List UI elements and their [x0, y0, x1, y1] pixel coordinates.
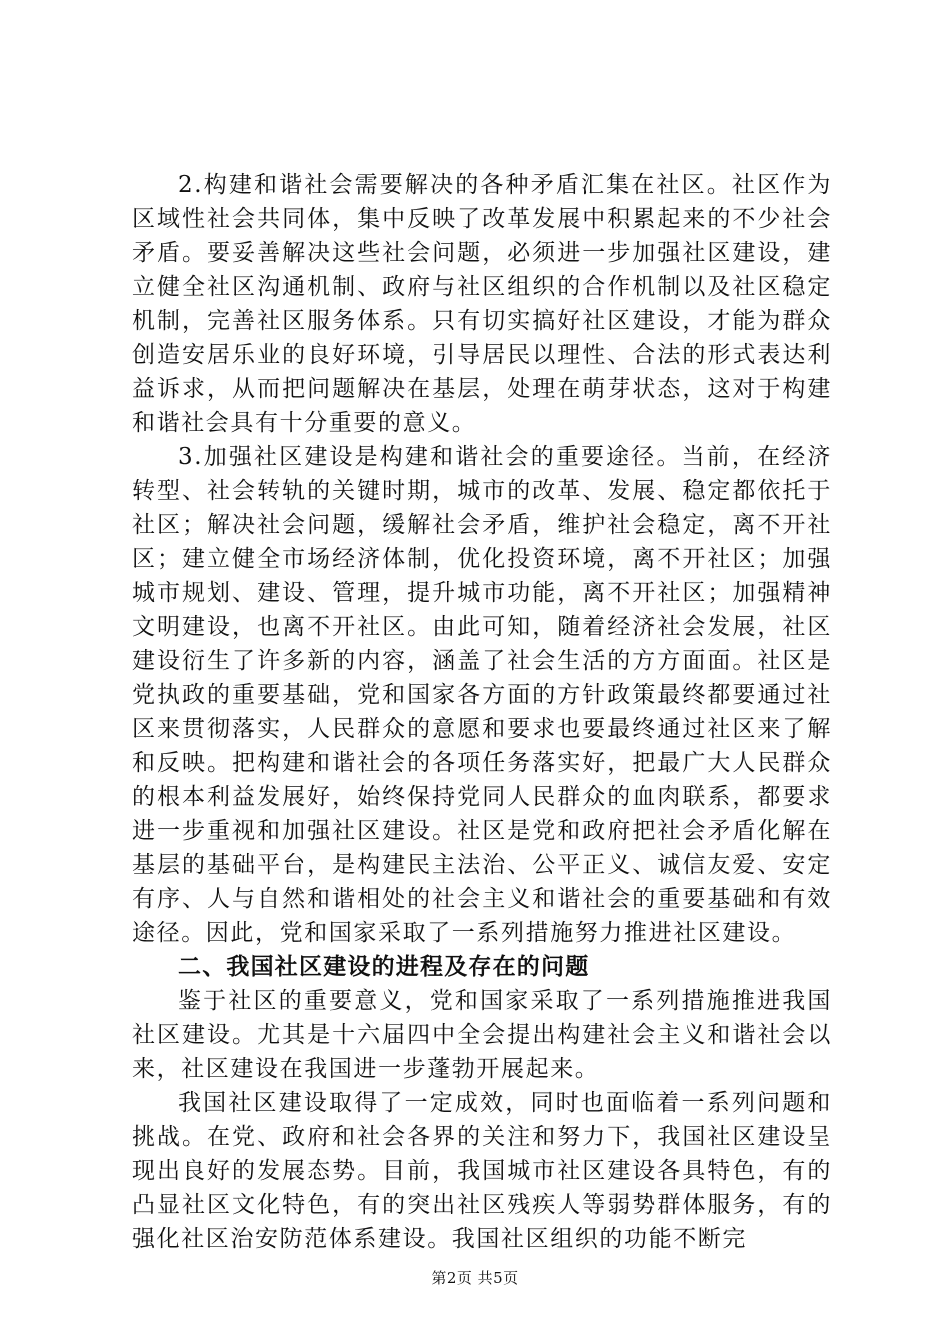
page-footer: 第2页 共5页 [431, 1269, 519, 1287]
paragraph-policy-measures: 鉴于社区的重要意义，党和国家采取了一系列措施推进我国社区建设。尤其是十六届四中全会提出构建社会主义和谐社会以来，社区建设在我国进一步蓬勃开展起来。 [132, 988, 832, 1082]
paragraph-community-importance: 3.加强社区建设是构建和谐社会的重要途径。当前，在经济转型、社会转轨的关键时期，城市的改革、发展、稳定都依托于社区；解决社会问题，缓解社会矛盾，维护社会稳定，离不开社区；建立健全市场经济体制，优化投资环境，离不开社区；加强城市规划、建设、管理，提升城市功能，离不开社区；加强精神文明建设，也离不开社区。由此可知，随着经济社会发展，社区建设衍生了许多新的内容，涵盖了社会生活的方方面面。社区是党执政的重要基础，党和国家各方面的方针政策最终都要通过社区来贯彻落实，人民群众的意愿和要求也要最终通过社区来了解和反映。把构建和谐社会的各项任务落实好，把最广大人民群众的根本利益发展好，始终保持党同人民群众的血肉联系，都要求进一步重视和加强社区建设。社区是党和政府把社会矛盾化解在基层的基础平台，是构建民主法治、公平正义、诚信友爱、安定有序、人与自然和谐相处的社会主义和谐社会的重要基础和有效途径。因此，党和国家采取了一系列措施努力推进社区建设。 [132, 444, 832, 946]
paragraph-community-contradictions: 2.构建和谐社会需要解决的各种矛盾汇集在社区。社区作为区域性社会共同体，集中反映了改革发展中积累起来的不少社会矛盾。要妥善解决这些社会问题，必须进一步加强社区建设，建立健全社区沟通机制、政府与社区组织的合作机制以及社区稳定机制，完善社区服务体系。只有切实搞好社区建设，才能为群众创造安居乐业的良好环境，引导居民以理性、合法的形式表达利益诉求，从而把问题解决在基层，处理在萌芽状态，这对于构建和谐社会具有十分重要的意义。 [132, 172, 832, 436]
paragraph-achievements-challenges: 我国社区建设取得了一定成效，同时也面临着一系列问题和挑战。在党、政府和社会各界的关注和努力下，我国社区建设呈现出良好的发展态势。目前，我国城市社区建设各具特色，有的凸显社区文化特色，有的突出社区残疾人等弱势群体服务，有的强化社区治安防范体系建设。我国社区组织的功能不断完 [132, 1090, 832, 1252]
document-body [132, 168, 832, 1256]
section-heading: 二、我国社区建设的进程及存在的问题 [178, 954, 590, 980]
